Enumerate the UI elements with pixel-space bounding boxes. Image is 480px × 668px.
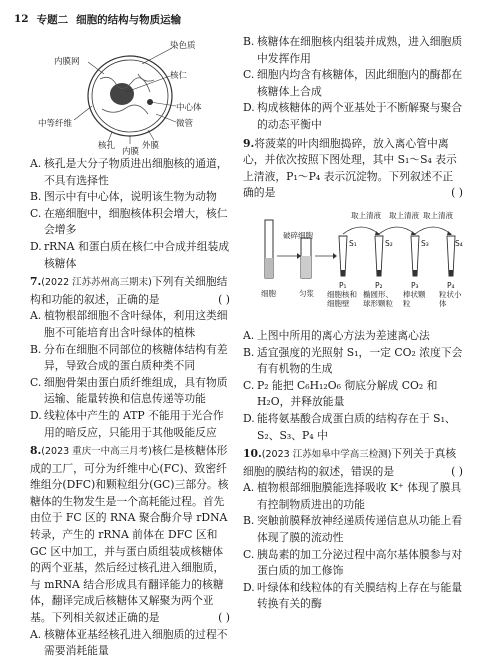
label-s3: S₃ — [421, 238, 429, 248]
label-chromatin: 染色质 — [170, 41, 196, 51]
chapter-label: 专题二 — [36, 13, 69, 26]
q7-options — [30, 308, 230, 441]
answer-paren: ( ) — [451, 464, 463, 478]
answer-paren: ( ) — [218, 611, 230, 625]
option: B. 突触前膜释放神经递质传递信息从功能上看体现了膜的流动性 — [243, 514, 463, 545]
chapter-title: 细胞的结构与物质运输 — [76, 13, 182, 26]
label-oval-granules: 椭圆形、球形颗粒 — [363, 289, 393, 308]
question-stem: 核仁是核糖体形成的工厂，可分为纤维中心(FC)、致密纤维组分(DFC)和颗粒组分(GC)三部分。核糖体的生物发生是一个高耗能过程。首先由位于 FC 区的 RNA 聚合酶介导 rDNA 转录，产生的 rRNA 前体在 DFC 区和 GC 区中加工，并与蛋白质组装成核糖体的两个亚基，然后经过核孔进入细胞质，与 mRNA 结合形成具有翻译能力的核糖体，翻译完成后核糖体又解聚为两个亚基。下列相关叙述正确的是 — [30, 444, 229, 625]
q10-options — [243, 480, 463, 613]
label-p2: P₂ — [375, 280, 383, 290]
q8-options-left — [30, 627, 230, 660]
option: D. 构成核糖体的两个亚基处于不断解聚与聚合的动态平衡中 — [243, 101, 463, 131]
option: A. 植物根部细胞膜能选择吸收 K⁺ 体现了膜具有控制物质进出的功能 — [243, 481, 462, 511]
question-number: 10. — [243, 447, 262, 461]
label-s1: S₁ — [349, 238, 357, 248]
option: A. 核孔是大分子物质进出细胞核的通道，不具有选择性 — [30, 157, 228, 187]
option: D. 叶绿体和线粒体的有关膜结构上存在与能量转换有关的酶 — [243, 580, 463, 611]
question-7 — [30, 274, 230, 308]
answer-paren: ( ) — [218, 292, 230, 306]
label-supernatant-1: 取上清液 — [351, 210, 381, 220]
option: B. 分布在细胞不同部位的核糖体结构有差异，导致合成的蛋白质种类不同 — [30, 342, 228, 373]
option: B. 适宜强度的光照射 S₁，一定 CO₂ 浓度下会有有机物的生成 — [243, 345, 463, 376]
answer-paren: ( ) — [451, 186, 463, 200]
question-source: (2023 江苏如皋中学高三检测) — [261, 449, 392, 461]
option: A. 核糖体亚基经核孔进入细胞质的过程不需要消耗能量 — [30, 627, 228, 658]
question-stem: 将菠菜的叶肉细胞捣碎，放入离心管中离心，并依次按照下图处理，其中 S₁～S₄ 表示上清液，P₁～P₄ 表示沉淀物。下列叙述不正确的是 — [243, 136, 457, 200]
option: D. 线粒体中产生的 ATP 不能用于光合作用的暗反应，只能用于其他吸能反应 — [30, 408, 224, 439]
label-microtubule: 微管 — [176, 119, 194, 129]
option: B. 核糖体在细胞核内组装并成熟，进入细胞质中发挥作用 — [243, 35, 463, 65]
label-rod-granules: 棒状颗粒 — [403, 289, 426, 308]
label-homogenate: 匀浆 — [299, 288, 314, 298]
option: D. 能将氨基酸合成蛋白质的结构存在于 S₁、S₂、S₃、P₄ 中 — [243, 411, 456, 442]
option: B. 图示中有中心体，说明该生物为动物 — [30, 190, 217, 204]
question-source: (2022 江苏苏州高三期末) — [41, 277, 152, 289]
q9-options — [243, 328, 463, 444]
option: A. 植物根部细胞不含叶绿体，利用这类细胞不可能培育出含叶绿体的植株 — [30, 309, 228, 339]
label-supernatant-3: 取上清液 — [423, 210, 453, 220]
question-number: 9. — [243, 136, 255, 150]
option: C. P₂ 能把 C₆H₁₂O₆ 彻底分解成 CO₂ 和 H₂O，并释放能量 — [243, 378, 438, 409]
left-column — [30, 34, 230, 660]
question-source: (2023 重庆一中高三月考) — [41, 446, 152, 458]
option: D. rRNA 和蛋白质在核仁中合成并组装成核糖体 — [30, 239, 230, 270]
question-number: 7. — [30, 275, 42, 289]
label-inner-membrane: 内膜网 — [54, 57, 80, 67]
q8-options-right — [243, 34, 463, 134]
label-nucleus-wall: 细胞核和细胞壁 — [327, 289, 357, 308]
label-cells: 细胞 — [261, 288, 276, 298]
label-p3: P₃ — [411, 280, 419, 290]
question-number: 8. — [30, 444, 42, 458]
nucleus-diagram — [30, 34, 230, 150]
label-inner-layer: 内膜 — [122, 147, 140, 157]
label-small-bodies: 粒状小体 — [439, 289, 462, 308]
option: C. 细胞内均含有核糖体，因此细胞内的酶都在核糖体上合成 — [243, 68, 463, 98]
label-outer-membrane: 外膜 — [142, 141, 160, 151]
option: C. 在癌细胞中，细胞核体积会增大，核仁会增多 — [30, 206, 228, 237]
option: C. 胰岛素的加工分泌过程中高尔基体膜参与对蛋白质的加工修饰 — [243, 547, 463, 578]
label-fiber: 中等纤维 — [38, 119, 73, 129]
question-8 — [30, 443, 230, 627]
label-s2: S₂ — [385, 238, 393, 248]
question-10 — [243, 446, 463, 480]
question-stem: 下列关于真核细胞的膜结构的叙述，错误的是 — [243, 447, 457, 478]
option: C. 细胞骨架由蛋白质纤维组成，具有物质运输、能量转换和信息传递等功能 — [30, 375, 228, 406]
label-s4: S₄ — [455, 238, 463, 248]
question-stem: 下列有关细胞结构和功能的叙述，正确的是 — [30, 275, 228, 306]
option: A. 上图中所用的离心方法为差速离心法 — [243, 328, 430, 342]
label-p1: P₁ — [339, 280, 347, 290]
nucleus-figure — [30, 34, 230, 157]
page-number: 12 — [14, 13, 29, 25]
label-supernatant-2: 取上清液 — [389, 210, 419, 220]
right-column — [243, 34, 463, 613]
centrifuge-figure — [243, 206, 463, 322]
label-nucleolus: 核仁 — [170, 71, 188, 81]
label-broken-cells: 破碎细胞 — [283, 230, 313, 240]
label-center: 中心体 — [176, 103, 202, 113]
page-header — [14, 10, 226, 28]
label-p4: P₄ — [447, 280, 455, 290]
label-nuclear-pore: 核孔 — [98, 141, 116, 151]
question-9 — [243, 136, 463, 202]
q6-options — [30, 156, 230, 272]
